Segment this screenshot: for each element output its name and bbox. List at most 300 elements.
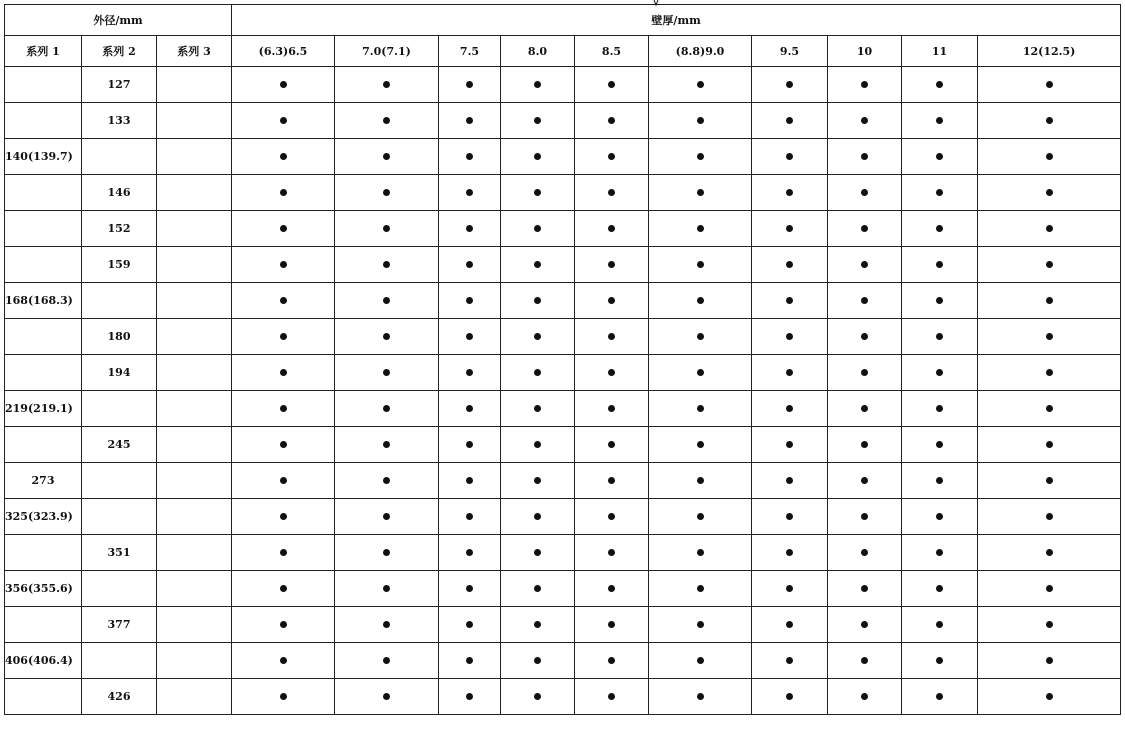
availability-cell [232, 355, 335, 391]
availability-cell [752, 499, 828, 535]
series-2-cell: 133 [82, 103, 157, 139]
series-1-cell: 168(168.3) [5, 283, 82, 319]
availability-cell [439, 211, 501, 247]
bullet-icon [534, 117, 541, 124]
availability-cell [439, 355, 501, 391]
bullet-icon [697, 621, 704, 628]
series-2-cell: 194 [82, 355, 157, 391]
bullet-icon [608, 297, 615, 304]
availability-cell [232, 283, 335, 319]
bullet-icon [608, 549, 615, 556]
availability-cell [439, 535, 501, 571]
availability-cell [828, 319, 902, 355]
availability-cell [335, 67, 439, 103]
availability-cell [439, 679, 501, 715]
availability-cell [649, 175, 752, 211]
availability-cell [335, 211, 439, 247]
series-1-cell [5, 103, 82, 139]
series-1-cell [5, 427, 82, 463]
bullet-icon [1046, 513, 1053, 520]
wall-thickness-col-header: 8.5 [575, 36, 649, 67]
availability-cell [649, 535, 752, 571]
availability-cell [752, 679, 828, 715]
series-2-cell: 245 [82, 427, 157, 463]
availability-cell [335, 391, 439, 427]
bullet-icon [786, 657, 793, 664]
availability-cell [439, 139, 501, 175]
availability-cell [501, 679, 575, 715]
bullet-icon [786, 225, 793, 232]
table-row [5, 355, 1121, 391]
availability-cell [978, 427, 1121, 463]
bullet-icon [1046, 693, 1053, 700]
availability-cell [828, 139, 902, 175]
series-3-cell [157, 103, 232, 139]
bullet-icon [280, 117, 287, 124]
availability-cell [902, 283, 978, 319]
bullet-icon [697, 369, 704, 376]
availability-cell [649, 319, 752, 355]
bullet-icon [936, 585, 943, 592]
bullet-icon [534, 369, 541, 376]
availability-cell [501, 175, 575, 211]
availability-cell [232, 643, 335, 679]
bullet-icon [466, 621, 473, 628]
availability-cell [232, 175, 335, 211]
availability-cell [232, 607, 335, 643]
wall-thickness-col-header: 7.5 [439, 36, 501, 67]
bullet-icon [1046, 405, 1053, 412]
bullet-icon [608, 657, 615, 664]
availability-cell [501, 571, 575, 607]
series-3-cell [157, 139, 232, 175]
bullet-icon [861, 225, 868, 232]
bullet-icon [936, 441, 943, 448]
availability-cell [978, 355, 1121, 391]
bullet-icon [697, 297, 704, 304]
bullet-icon [534, 657, 541, 664]
table-row [5, 103, 1121, 139]
availability-cell [232, 535, 335, 571]
availability-cell [828, 463, 902, 499]
bullet-icon [280, 549, 287, 556]
table-row [5, 679, 1121, 715]
bullet-icon [697, 333, 704, 340]
table-row [5, 643, 1121, 679]
availability-cell [439, 427, 501, 463]
bullet-icon [280, 405, 287, 412]
availability-cell [828, 607, 902, 643]
availability-cell [752, 643, 828, 679]
availability-cell [828, 283, 902, 319]
availability-cell [978, 391, 1121, 427]
series-2-cell: 180 [82, 319, 157, 355]
series-3-cell [157, 643, 232, 679]
bullet-icon [861, 405, 868, 412]
bullet-icon [1046, 189, 1053, 196]
bullet-icon [383, 261, 390, 268]
bullet-icon [383, 333, 390, 340]
availability-cell [978, 283, 1121, 319]
page-top-mark [644, 0, 674, 6]
availability-cell [902, 607, 978, 643]
bullet-icon [608, 81, 615, 88]
availability-cell [501, 499, 575, 535]
availability-cell [575, 211, 649, 247]
availability-cell [902, 391, 978, 427]
pipe-size-table [4, 4, 1121, 715]
bullet-icon [608, 405, 615, 412]
availability-cell [575, 427, 649, 463]
availability-cell [649, 427, 752, 463]
bullet-icon [534, 441, 541, 448]
availability-cell [439, 283, 501, 319]
availability-cell [501, 103, 575, 139]
availability-cell [501, 535, 575, 571]
bullet-icon [534, 621, 541, 628]
bullet-icon [466, 189, 473, 196]
table-row [5, 319, 1121, 355]
availability-cell [575, 247, 649, 283]
availability-cell [439, 247, 501, 283]
series-2-cell: 426 [82, 679, 157, 715]
series-3-cell [157, 499, 232, 535]
bullet-icon [280, 225, 287, 232]
bullet-icon [383, 621, 390, 628]
bullet-icon [534, 81, 541, 88]
bullet-icon [786, 405, 793, 412]
availability-cell [335, 139, 439, 175]
bullet-icon [1046, 657, 1053, 664]
availability-cell [439, 643, 501, 679]
bullet-icon [936, 81, 943, 88]
bullet-icon [786, 621, 793, 628]
availability-cell [232, 571, 335, 607]
series-1-cell [5, 319, 82, 355]
availability-cell [752, 175, 828, 211]
availability-cell [501, 391, 575, 427]
series-2-cell [82, 391, 157, 427]
bullet-icon [608, 189, 615, 196]
bullet-icon [1046, 441, 1053, 448]
series-2-cell: 377 [82, 607, 157, 643]
bullet-icon [936, 477, 943, 484]
bullet-icon [1046, 261, 1053, 268]
bullet-icon [466, 477, 473, 484]
availability-cell [575, 571, 649, 607]
bullet-icon [786, 189, 793, 196]
availability-cell [649, 571, 752, 607]
bullet-icon [936, 657, 943, 664]
bullet-icon [697, 225, 704, 232]
bullet-icon [280, 189, 287, 196]
availability-cell [232, 391, 335, 427]
series-2-cell [82, 571, 157, 607]
series-2-cell [82, 643, 157, 679]
series-3-cell [157, 355, 232, 391]
bullet-icon [786, 297, 793, 304]
series-1-cell [5, 679, 82, 715]
availability-cell [828, 175, 902, 211]
availability-cell [902, 535, 978, 571]
series-2-cell [82, 499, 157, 535]
bullet-icon [786, 477, 793, 484]
bullet-icon [280, 621, 287, 628]
series-1-cell: 273 [5, 463, 82, 499]
availability-cell [902, 139, 978, 175]
bullet-icon [936, 189, 943, 196]
wall-thickness-col-header: 12(12.5) [978, 36, 1121, 67]
bullet-icon [534, 225, 541, 232]
wall-thickness-header: 壁厚/mm [232, 5, 1121, 36]
availability-cell [902, 247, 978, 283]
bullet-icon [608, 369, 615, 376]
bullet-icon [608, 153, 615, 160]
availability-cell [752, 67, 828, 103]
bullet-icon [786, 117, 793, 124]
availability-cell [335, 535, 439, 571]
availability-cell [501, 463, 575, 499]
availability-cell [902, 427, 978, 463]
availability-cell [902, 571, 978, 607]
bullet-icon [280, 81, 287, 88]
availability-cell [752, 247, 828, 283]
availability-cell [978, 319, 1121, 355]
availability-cell [575, 139, 649, 175]
bullet-icon [466, 405, 473, 412]
bullet-icon [534, 297, 541, 304]
availability-cell [575, 391, 649, 427]
availability-cell [575, 643, 649, 679]
availability-cell [335, 319, 439, 355]
bullet-icon [861, 153, 868, 160]
bullet-icon [786, 549, 793, 556]
series-3-cell [157, 463, 232, 499]
bullet-icon [1046, 333, 1053, 340]
availability-cell [649, 355, 752, 391]
bullet-icon [697, 81, 704, 88]
bullet-icon [280, 693, 287, 700]
wall-thickness-col-header: 9.5 [752, 36, 828, 67]
bullet-icon [861, 621, 868, 628]
series-2-cell: 127 [82, 67, 157, 103]
bullet-icon [786, 81, 793, 88]
bullet-icon [697, 513, 704, 520]
availability-cell [335, 679, 439, 715]
availability-cell [902, 67, 978, 103]
availability-cell [828, 103, 902, 139]
bullet-icon [697, 153, 704, 160]
bullet-icon [466, 153, 473, 160]
bullet-icon [936, 297, 943, 304]
availability-cell [575, 175, 649, 211]
bullet-icon [383, 477, 390, 484]
bullet-icon [697, 549, 704, 556]
availability-cell [649, 67, 752, 103]
availability-cell [232, 463, 335, 499]
bullet-icon [383, 513, 390, 520]
bullet-icon [786, 333, 793, 340]
availability-cell [501, 247, 575, 283]
series-1-header: 系列 1 [5, 36, 82, 67]
availability-cell [828, 355, 902, 391]
bullet-icon [608, 225, 615, 232]
bullet-icon [383, 189, 390, 196]
availability-cell [828, 499, 902, 535]
document-page [4, 4, 1121, 715]
bullet-icon [861, 657, 868, 664]
series-2-cell: 351 [82, 535, 157, 571]
bullet-icon [280, 477, 287, 484]
bullet-icon [383, 405, 390, 412]
availability-cell [978, 535, 1121, 571]
bullet-icon [1046, 81, 1053, 88]
column-header-row [5, 36, 1121, 67]
bullet-icon [861, 189, 868, 196]
availability-cell [902, 319, 978, 355]
bullet-icon [861, 261, 868, 268]
availability-cell [978, 247, 1121, 283]
availability-cell [232, 247, 335, 283]
bullet-icon [786, 261, 793, 268]
bullet-icon [534, 693, 541, 700]
series-1-cell [5, 67, 82, 103]
bullet-icon [936, 153, 943, 160]
bullet-icon [861, 585, 868, 592]
availability-cell [575, 67, 649, 103]
availability-cell [752, 355, 828, 391]
series-1-cell [5, 355, 82, 391]
bullet-icon [280, 261, 287, 268]
bullet-icon [280, 585, 287, 592]
availability-cell [649, 643, 752, 679]
availability-cell [752, 391, 828, 427]
bullet-icon [534, 405, 541, 412]
availability-cell [439, 571, 501, 607]
bullet-icon [280, 441, 287, 448]
bullet-icon [383, 585, 390, 592]
bullet-icon [466, 117, 473, 124]
availability-cell [501, 139, 575, 175]
bullet-icon [383, 369, 390, 376]
availability-cell [902, 103, 978, 139]
bullet-icon [936, 117, 943, 124]
bullet-icon [534, 153, 541, 160]
wall-thickness-col-header: (6.3)6.5 [232, 36, 335, 67]
bullet-icon [1046, 621, 1053, 628]
bullet-icon [1046, 477, 1053, 484]
wall-thickness-col-header: 11 [902, 36, 978, 67]
availability-cell [335, 283, 439, 319]
availability-cell [575, 679, 649, 715]
availability-cell [575, 463, 649, 499]
series-1-cell [5, 211, 82, 247]
availability-cell [902, 499, 978, 535]
bullet-icon [466, 657, 473, 664]
bullet-icon [383, 657, 390, 664]
series-2-cell: 152 [82, 211, 157, 247]
bullet-icon [1046, 585, 1053, 592]
availability-cell [232, 211, 335, 247]
table-row [5, 247, 1121, 283]
availability-cell [439, 103, 501, 139]
availability-cell [335, 175, 439, 211]
table-row [5, 139, 1121, 175]
availability-cell [232, 67, 335, 103]
availability-cell [752, 571, 828, 607]
availability-cell [335, 499, 439, 535]
availability-cell [575, 283, 649, 319]
availability-cell [439, 175, 501, 211]
bullet-icon [608, 513, 615, 520]
bullet-icon [608, 261, 615, 268]
availability-cell [232, 499, 335, 535]
availability-cell [335, 463, 439, 499]
availability-cell [828, 391, 902, 427]
series-3-cell [157, 67, 232, 103]
bullet-icon [697, 117, 704, 124]
availability-cell [828, 427, 902, 463]
bullet-icon [861, 441, 868, 448]
bullet-icon [786, 693, 793, 700]
availability-cell [978, 139, 1121, 175]
availability-cell [649, 211, 752, 247]
availability-cell [649, 247, 752, 283]
availability-cell [501, 355, 575, 391]
availability-cell [649, 679, 752, 715]
availability-cell [828, 67, 902, 103]
series-3-cell [157, 679, 232, 715]
bullet-icon [697, 657, 704, 664]
series-3-cell [157, 283, 232, 319]
series-3-cell [157, 427, 232, 463]
availability-cell [439, 607, 501, 643]
bullet-icon [697, 405, 704, 412]
bullet-icon [534, 477, 541, 484]
bullet-icon [383, 225, 390, 232]
availability-cell [752, 319, 828, 355]
availability-cell [501, 607, 575, 643]
availability-cell [439, 463, 501, 499]
availability-cell [828, 211, 902, 247]
bullet-icon [534, 585, 541, 592]
availability-cell [752, 463, 828, 499]
availability-cell [501, 67, 575, 103]
bullet-icon [383, 549, 390, 556]
bullet-icon [608, 621, 615, 628]
availability-cell [439, 319, 501, 355]
wall-thickness-col-header: (8.8)9.0 [649, 36, 752, 67]
series-2-cell [82, 139, 157, 175]
bullet-icon [608, 585, 615, 592]
availability-cell [649, 463, 752, 499]
availability-cell [232, 427, 335, 463]
availability-cell [575, 535, 649, 571]
availability-cell [752, 139, 828, 175]
availability-cell [501, 427, 575, 463]
bullet-icon [861, 333, 868, 340]
availability-cell [828, 571, 902, 607]
bullet-icon [608, 477, 615, 484]
table-body [5, 67, 1121, 715]
bullet-icon [1046, 117, 1053, 124]
bullet-icon [383, 81, 390, 88]
bullet-icon [861, 81, 868, 88]
availability-cell [828, 247, 902, 283]
availability-cell [978, 607, 1121, 643]
series-2-cell [82, 283, 157, 319]
availability-cell [978, 499, 1121, 535]
